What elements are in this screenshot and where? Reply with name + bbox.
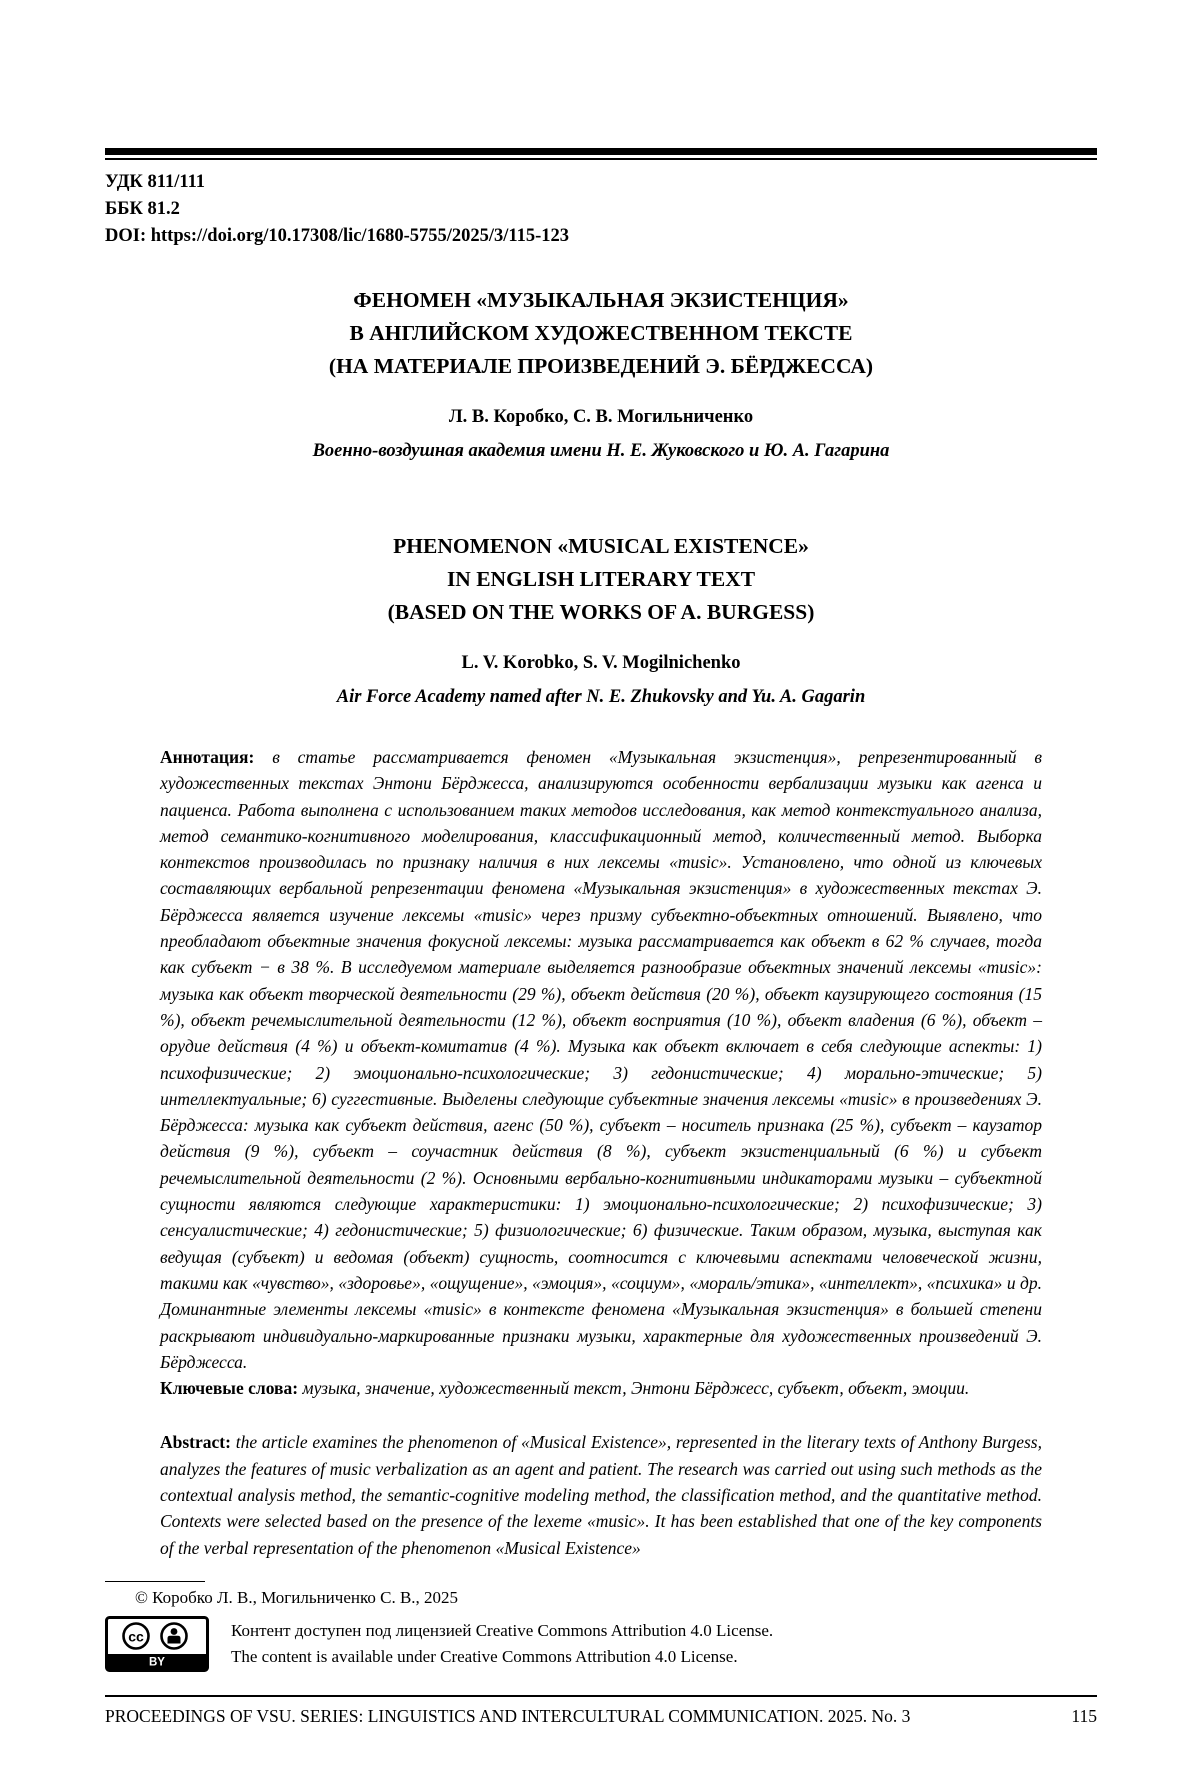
annotation-text: в статье рассматривается феномен «Музыкальная экзистенция», репрезентированный в художественных текстах Энтони Бёрджесса, анализируются особенности вербализации музыки как агенса и пациенса. Работа выполнена с использованием таких методов исследования, как метод контекстуального анализа, метод семантико-когнитивного моделирования, классификационный метод, количественный метод. Выборка контекстов производилась по признаку наличия в них лексемы «music». Установлено, что одной из ключевых составляющих вербальной репрезентации феномена «Музыкальная экзистенция» в художественных текстах Э. Бёрджесса является изучение лексемы «music» через призму субъектно-объектных отношений. Выявлено, что преобладают объектные значения фокусной лексемы: музыка рассматривается как объект в 62 % случаев, тогда как субъект − в 38 %. В исследуемом материале выделяется разнообразие объектных значений лексемы «music»: музыка как объект творческой деятельности (29 %), объект действия (20 %), объект каузирующего состояния (15 %), объект речемыслительной деятельности (12 %), объект восприятия (10 %), объект владения (6 %), объект – орудие действия (4 %) и объект-комитатив (4 %). Музыка как объект включает в себя следующие аспекты: 1) психофизические; 2) эмоционально-психологические; 3) гедонистические; 4) морально-этические; 5) интеллектуальные; 6) суггестивные. Выделены следующие субъектные значения лексемы «music» в произведениях Э. Бёрджесса: музыка как субъект действия, агенс (50 %), субъект – носитель признака (25 %), субъект – каузатор действия (9 %), субъект – соучастник действия (8 %), субъект экзистенциальный (6 %) и субъект речемыслительной деятельности (2 %). Основными вербально-когнитивными индикаторами музыки – субъектной сущности являются следующие характеристики: 1) эмоционально-психологические; 2) психофизические; 3) сенсуалистические; 4) гедонистические; 5) физиологические; 6) физические. Таким образом, музыка, выступая как ведущая (субъект) и ведомая (объект) сущность, соотносится с ключевыми аспектами человеческой жизни, такими как «чувство», «здоровье», «ощущение», «эмоция», «социум», «мораль/этика», «интеллект», «психика» и др. Доминантные элементы лексемы «music» в контексте феномена «Музыкальная экзистенция» в большей степени раскрывают индивидуально-маркированные признаки музыки, характерные для художественных произведений Э. Бёрджесса. <box>160 747 1042 1372</box>
abstract-label: Abstract: <box>160 1432 231 1453</box>
footnote-rule <box>105 1581 205 1582</box>
by-badge-text: BY <box>149 1656 165 1669</box>
annotation-label: Аннотация: <box>160 747 255 767</box>
doi-line[interactable]: DOI: https://doi.org/10.17308/lic/1680-5755/2025/3/115-123 <box>105 226 570 246</box>
license-line-en: The content is available under Creative Commons Attribution 4.0 License. <box>231 1646 738 1666</box>
keywords-russian <box>160 1375 1042 1401</box>
copyright-line: © Коробко Л. В., Могильниченко С. В., 2025 <box>135 1587 459 1607</box>
title-english: PHENOMENON «MUSICAL EXISTENCE» IN ENGLISH LITERARY TEXT (BASED ON THE WORKS OF A. BURGESS) <box>387 534 815 624</box>
authors-english: L. V. Korobko, S. V. Mogilnichenko <box>461 653 741 673</box>
keywords-text: музыка, значение, художественный текст, Энтони Бёрджесс, субъект, объект, эмоции. <box>298 1378 970 1399</box>
page-number: 115 <box>1071 1705 1097 1726</box>
top-rule-thick <box>105 148 1097 155</box>
title-russian: ФЕНОМЕН «МУЗЫКАЛЬНАЯ ЭКЗИСТЕНЦИЯ» В АНГЛИЙСКОМ ХУДОЖЕСТВЕННОМ ТЕКСТЕ (НА МАТЕРИАЛЕ ПРОИЗВЕДЕНИЙ Э. БЁРДЖЕССА) <box>328 288 874 378</box>
affiliation-russian: Военно-воздушная академия имени Н. Е. Жуковского и Ю. А. Гагарина <box>312 441 890 461</box>
bbk-line: ББК 81.2 <box>105 199 180 219</box>
cc-badge-text: cc <box>128 1628 144 1645</box>
keywords-label: Ключевые слова: <box>160 1378 299 1399</box>
abstract-text: the article examines the phenomenon of «Musical Existence», represented in the literary texts of Anthony Burgess, analyzes the features of music verbalization as an agent and patient. The research was carried out using such methods as the contextual analysis method, the semantic-cognitive modeling method, the classification method, and the quantitative method. Contexts were selected based on the presence of the lexeme «music». It has been established that one of the key components of the verbal representation of the phenomenon «Musical Existence» <box>160 1432 1042 1558</box>
top-rule-thin <box>105 158 1097 160</box>
license-text <box>231 1616 773 1670</box>
abstract-english <box>160 1429 1042 1560</box>
article-meta <box>105 169 1097 250</box>
udk-line: УДК 811/111 <box>105 172 206 192</box>
affiliation-english: Air Force Academy named after N. E. Zhukovsky and Yu. A. Gagarin <box>336 687 866 707</box>
license-block <box>105 1616 1097 1677</box>
journal-footer-title: PROCEEDINGS OF VSU. SERIES: LINGUISTICS AND INTERCULTURAL COMMUNICATION. 2025. No. 3 <box>105 1705 911 1726</box>
license-line-ru: Контент доступен под лицензией Creative Commons Attribution 4.0 License. <box>231 1620 774 1640</box>
page-footer <box>105 1695 1097 1727</box>
cc-by-icon <box>105 1616 209 1677</box>
annotation-russian <box>160 744 1042 1375</box>
authors-russian: Л. В. Коробко, С. В. Могильниченко <box>448 407 754 427</box>
